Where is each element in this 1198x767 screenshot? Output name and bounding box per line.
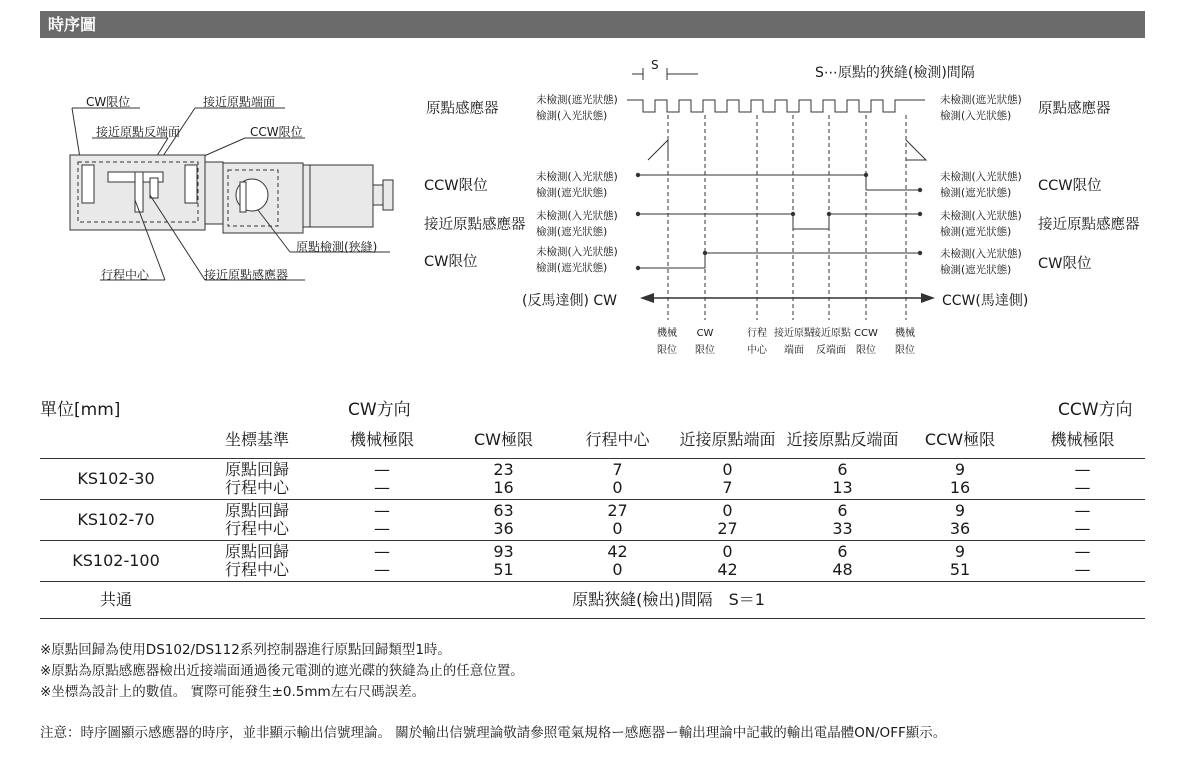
position-label-near-end: 接近原點 端面 bbox=[774, 328, 814, 356]
origin-sensor-label-right: 原點感應器 bbox=[1038, 101, 1111, 117]
ccw-limit-label-right: CCW限位 bbox=[1038, 178, 1102, 194]
header-cell: 近接原點端面 bbox=[670, 422, 785, 459]
position-label-stroke-center: 行程 中心 bbox=[747, 328, 767, 356]
ccw-state-det-left: 檢測(遮光狀態) bbox=[536, 187, 608, 199]
near-reverse-cell: 6 33 bbox=[785, 500, 900, 541]
table-common-row bbox=[40, 582, 1145, 619]
basis-cell: 原點回歸 行程中心 bbox=[192, 541, 322, 582]
header-cell: CCW極限 bbox=[900, 422, 1020, 459]
table-row bbox=[40, 500, 1145, 541]
origin-state-det-right: 檢測(入光狀態) bbox=[940, 110, 1012, 122]
basis-cell: 原點回歸 行程中心 bbox=[192, 459, 322, 500]
ccw-state-undet-left: 未檢測(入光狀態) bbox=[536, 171, 618, 183]
cw-limit-label-right: CW限位 bbox=[1038, 256, 1092, 272]
near-end-cell: 0 7 bbox=[670, 459, 785, 500]
basis-cell: 原點回歸 行程中心 bbox=[192, 500, 322, 541]
model-name: KS102-70 bbox=[40, 500, 192, 541]
mech-near-origin-sensor-label: 接近原點感應器 bbox=[204, 268, 289, 282]
model-name: KS102-30 bbox=[40, 459, 192, 500]
cw-limit-label-left: CW限位 bbox=[424, 254, 478, 270]
mech-left-cell: — — bbox=[322, 541, 442, 582]
ccw-cell: 9 51 bbox=[900, 541, 1020, 582]
center-cell: 42 0 bbox=[565, 541, 670, 582]
cw-state-undet-left: 未檢測(入光狀態) bbox=[536, 246, 618, 258]
mech-origin-detect-label: 原點檢測(狹縫) bbox=[296, 240, 378, 254]
ccw-cell: 9 16 bbox=[900, 459, 1020, 500]
near-end-cell: 0 27 bbox=[670, 500, 785, 541]
ccw-limit-label-left: CCW限位 bbox=[424, 178, 488, 194]
cw-state-det-right: 檢測(遮光狀態) bbox=[940, 264, 1012, 276]
coordinate-table bbox=[40, 422, 1145, 619]
cw-cell: 93 51 bbox=[442, 541, 565, 582]
position-label-mech-left: 機械 限位 bbox=[657, 328, 677, 356]
s-mark: S bbox=[651, 58, 659, 72]
cw-cell: 23 16 bbox=[442, 459, 565, 500]
note-line: ※原點為原點感應器檢出近接端面通過後元電測的遮光碟的狹縫為止的任意位置。 bbox=[40, 663, 524, 679]
near-state-undet-left: 未檢測(入光狀態) bbox=[536, 210, 618, 222]
model-name: KS102-100 bbox=[40, 541, 192, 582]
origin-state-det-left: 檢測(入光狀態) bbox=[536, 110, 608, 122]
header-cell: CW極限 bbox=[442, 422, 565, 459]
mech-left-cell: — — bbox=[322, 500, 442, 541]
origin-state-undet-left: 未檢測(遮光狀態) bbox=[536, 94, 618, 106]
mech-stroke-center-label: 行程中心 bbox=[101, 268, 150, 282]
cw-state-det-left: 檢測(遮光狀態) bbox=[536, 262, 608, 274]
table-row bbox=[40, 459, 1145, 500]
cw-state-undet-right: 未檢測(入光狀態) bbox=[940, 248, 1022, 260]
cw-cell: 63 36 bbox=[442, 500, 565, 541]
near-reverse-cell: 6 13 bbox=[785, 459, 900, 500]
right-direction-label: CCW(馬達側) bbox=[942, 293, 1029, 309]
ccw-state-undet-right: 未檢測(入光狀態) bbox=[940, 171, 1022, 183]
position-label-cw-limit: CW 限位 bbox=[695, 328, 715, 356]
mech-right-cell: — — bbox=[1020, 500, 1145, 541]
table-header-row bbox=[40, 422, 1145, 459]
mech-near-origin-end-label: 接近原點端面 bbox=[203, 95, 276, 109]
header-cell: 行程中心 bbox=[565, 422, 670, 459]
near-origin-label-left: 接近原點感應器 bbox=[424, 217, 526, 233]
mech-right-cell: — — bbox=[1020, 541, 1145, 582]
origin-state-undet-right: 未檢測(遮光狀態) bbox=[940, 94, 1022, 106]
position-label-ccw-limit: CCW 限位 bbox=[854, 328, 878, 356]
caution-note: 注意：時序圖顯示感應器的時序，並非顯示輸出信號理論。 關於輸出信號理論敬請參照電氣規格ー感應器ー輸出理論中記載的輸出電晶體ON/OFF顯示。 bbox=[40, 725, 947, 741]
mech-left-cell: — — bbox=[322, 459, 442, 500]
header-cell: 機械極限 bbox=[1020, 422, 1145, 459]
near-state-undet-right: 未檢測(入光狀態) bbox=[940, 210, 1022, 222]
slit-note: S⋯原點的狹縫(檢測)間隔 bbox=[815, 65, 975, 81]
near-origin-label-right: 接近原點感應器 bbox=[1038, 217, 1140, 233]
near-state-det-left: 檢測(遮光狀態) bbox=[536, 226, 608, 238]
common-label: 共通 bbox=[40, 582, 192, 619]
unit-label: 單位[mm] bbox=[40, 400, 121, 420]
mech-near-origin-reverse-label: 接近原點反端面 bbox=[96, 125, 181, 139]
near-reverse-cell: 6 48 bbox=[785, 541, 900, 582]
header-cell bbox=[40, 422, 192, 459]
center-cell: 27 0 bbox=[565, 500, 670, 541]
mech-cw-limit-label: CW限位 bbox=[86, 95, 131, 109]
header-cell: 坐標基準 bbox=[192, 422, 322, 459]
table-row bbox=[40, 541, 1145, 582]
cw-direction-label: CW方向 bbox=[348, 400, 411, 420]
ccw-cell: 9 36 bbox=[900, 500, 1020, 541]
center-cell: 7 0 bbox=[565, 459, 670, 500]
notes bbox=[40, 640, 524, 703]
note-line: ※坐標為設計上的數值。 實際可能發生±0.5mm左右尺碼誤差。 bbox=[40, 684, 426, 700]
origin-sensor-label-left: 原點感應器 bbox=[426, 101, 499, 117]
near-end-cell: 0 42 bbox=[670, 541, 785, 582]
near-state-det-right: 檢測(遮光狀態) bbox=[940, 226, 1012, 238]
timing-signals bbox=[627, 68, 935, 320]
position-label-near-reverse: 接近原點 反端面 bbox=[811, 328, 851, 356]
position-label-mech-right: 機械 限位 bbox=[895, 328, 915, 356]
mech-ccw-limit-label: CCW限位 bbox=[250, 125, 303, 139]
signal-dots bbox=[636, 173, 922, 270]
section-title: 時序圖 bbox=[48, 15, 97, 34]
mech-right-cell: — — bbox=[1020, 459, 1145, 500]
header-cell: 機械極限 bbox=[322, 422, 442, 459]
header-cell: 近接原點反端面 bbox=[785, 422, 900, 459]
ccw-state-det-right: 檢測(遮光狀態) bbox=[940, 187, 1012, 199]
note-line: ※原點回歸為使用DS102/DS112系列控制器進行原點回歸類型1時。 bbox=[40, 642, 451, 658]
left-direction-label: (反馬達側) CW bbox=[522, 293, 617, 309]
common-value: 原點狹縫(檢出)間隔 S＝1 bbox=[192, 582, 1145, 619]
ccw-direction-label: CCW方向 bbox=[1058, 400, 1133, 420]
